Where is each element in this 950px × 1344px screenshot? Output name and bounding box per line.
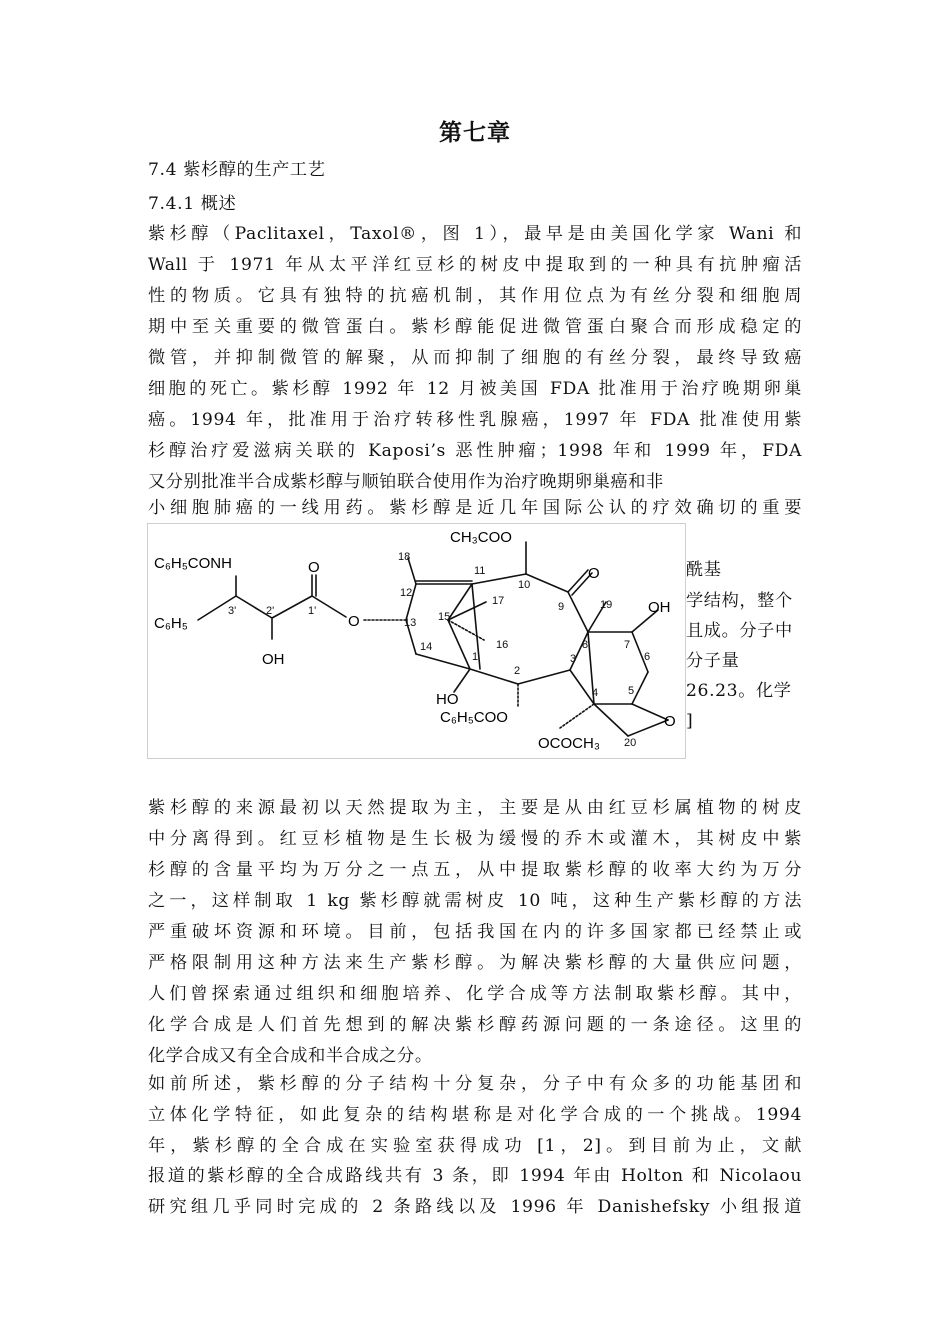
paragraph-line: 紫杉醇（Paclitaxel，Taxol®，图 1），最早是由美国化学家 Wani 和	[148, 224, 802, 244]
paragraph-line: 如前所述，紫杉醇的分子结构十分复杂，分子中有众多的功能基团和	[148, 1074, 802, 1094]
atom-number: 14	[420, 641, 433, 653]
atom-number: 5	[628, 685, 635, 697]
paragraph-line: 严重破坏资源和环境。目前，包括我国在内的许多国家都已经禁止或	[148, 922, 802, 942]
structure-label-benzoate: C₆H₅COO	[440, 709, 508, 726]
atom-number: 10	[518, 579, 531, 591]
structure-label-c1-ho: HO	[436, 691, 459, 708]
atom-number: 2'	[266, 605, 275, 617]
structure-label-c7-oh: OH	[648, 599, 671, 616]
structure-label-carbonyl-o: O	[308, 559, 320, 576]
atom-number: 20	[624, 737, 637, 749]
atom-number: 12	[400, 587, 413, 599]
structure-label-phenyl: C₆H₅	[154, 615, 188, 632]
paragraph-line: 紫杉醇的来源最初以天然提取为主，主要是从由红豆杉属植物的树皮	[148, 798, 802, 818]
paragraph-line: Wall 于 1971 年从太平洋红豆杉的树皮中提取到的一种具有抗肿瘤活	[148, 255, 802, 275]
chapter-title: 第七章	[439, 120, 511, 146]
atom-number: 13	[404, 617, 417, 629]
paragraph-line: 期中至关重要的微管蛋白。紫杉醇能促进微管蛋白聚合而形成稳定的	[148, 317, 802, 337]
atom-number: 18	[398, 551, 411, 563]
paragraph-line: 人们曾探索通过组织和细胞培养、化学合成等方法制取紫杉醇。其中，	[148, 984, 802, 1004]
atom-number: 8	[582, 639, 589, 651]
paragraph-line: 年，紫杉醇的全合成在实验室获得成功 [1，2]。到目前为止，文献	[148, 1136, 802, 1156]
figure-side-text: 且成。分子中	[686, 621, 793, 641]
paragraph-line: 中分离得到。红豆杉植物是生长极为缓慢的乔木或灌木，其树皮中紫	[148, 829, 802, 849]
paragraph-line: 报道的紫杉醇的全合成路线共有 3 条，即 1994 年由 Holton 和 Nicolaou	[148, 1166, 802, 1186]
atom-number: 3'	[228, 605, 237, 617]
figure-side-text: 学结构，整个	[686, 591, 793, 611]
paragraph-line: 性的物质。它具有独特的抗癌机制，其作用位点为有丝分裂和细胞周	[148, 286, 802, 306]
atom-number: 16	[496, 639, 509, 651]
paragraph-line: 立体化学特征，如此复杂的结构堪称是对化学合成的一个挑战。1994	[148, 1105, 802, 1125]
atom-number: 11	[474, 565, 486, 577]
section-heading: 7.4 紫杉醇的生产工艺	[148, 160, 326, 180]
atom-number: 1'	[308, 605, 317, 617]
paragraph-line: 细胞的死亡。紫杉醇 1992 年 12 月被美国 FDA 批准用于治疗晚期卵巢	[148, 379, 802, 399]
atom-number: 15	[438, 611, 451, 623]
structure-label-ketone-o: O	[588, 565, 600, 582]
structure-label-acetate-top: CH₃COO	[450, 529, 512, 546]
structure-label-acetate-bottom: OCOCH₃	[538, 735, 600, 752]
structure-label-ester-o: O	[348, 613, 360, 630]
taxol-structure-figure	[147, 523, 686, 759]
paragraph-line: 严格限制用这种方法来生产紫杉醇。为解决紫杉醇的大量供应问题，	[148, 953, 802, 973]
structure-label-amide: C₆H₅CONH	[154, 555, 232, 572]
atom-number: 3	[570, 653, 577, 665]
structure-label-side-oh: OH	[262, 651, 285, 668]
figure-side-text: 分子量	[686, 651, 740, 671]
structure-label-oxetane-o: O	[664, 713, 676, 730]
atom-number: 1	[472, 651, 479, 663]
atom-number: 4	[592, 687, 599, 699]
paragraph-line: 研究组几乎同时完成的 2 条路线以及 1996 年 Danishefsky 小组报道	[148, 1197, 802, 1217]
paragraph-line: 之一，这样制取 1 kg 紫杉醇就需树皮 10 吨，这种生产紫杉醇的方法	[148, 891, 802, 911]
figure-side-text: ]	[686, 711, 694, 731]
paragraph-line: 小细胞肺癌的一线用药。紫杉醇是近几年国际公认的疗效确切的重要	[148, 498, 802, 518]
paragraph-line: 化学合成是人们首先想到的解决紫杉醇药源问题的一条途径。这里的	[148, 1015, 802, 1035]
paragraph-line: 化学合成又有全合成和半合成之分。	[148, 1046, 433, 1066]
atom-number: 9	[558, 601, 565, 613]
paragraph-line: 微管，并抑制微管的解聚，从而抑制了细胞的有丝分裂，最终导致癌	[148, 348, 802, 368]
taxol-structure-svg	[148, 524, 685, 758]
figure-side-text: 26.23。化学	[686, 681, 792, 701]
paragraph-line: 又分别批准半合成紫杉醇与顺铂联合使用作为治疗晚期卵巢癌和非	[148, 472, 664, 492]
atom-number: 7	[624, 639, 631, 651]
atom-number: 2	[514, 665, 521, 677]
paragraph-line: 癌。1994 年，批准用于治疗转移性乳腺癌，1997 年 FDA 批准使用紫	[148, 410, 802, 430]
figure-side-text: 酰基	[686, 560, 722, 580]
atom-number: 19	[600, 599, 613, 611]
paragraph-line: 杉醇治疗爱滋病关联的 Kaposi’s 恶性肿瘤；1998 年和 1999 年，FDA	[148, 441, 802, 461]
paragraph-line: 杉醇的含量平均为万分之一点五，从中提取紫杉醇的收率大约为万分	[148, 860, 802, 880]
atom-number: 17	[492, 595, 505, 607]
atom-number: 6	[644, 651, 651, 663]
subsection-heading: 7.4.1 概述	[148, 194, 237, 214]
